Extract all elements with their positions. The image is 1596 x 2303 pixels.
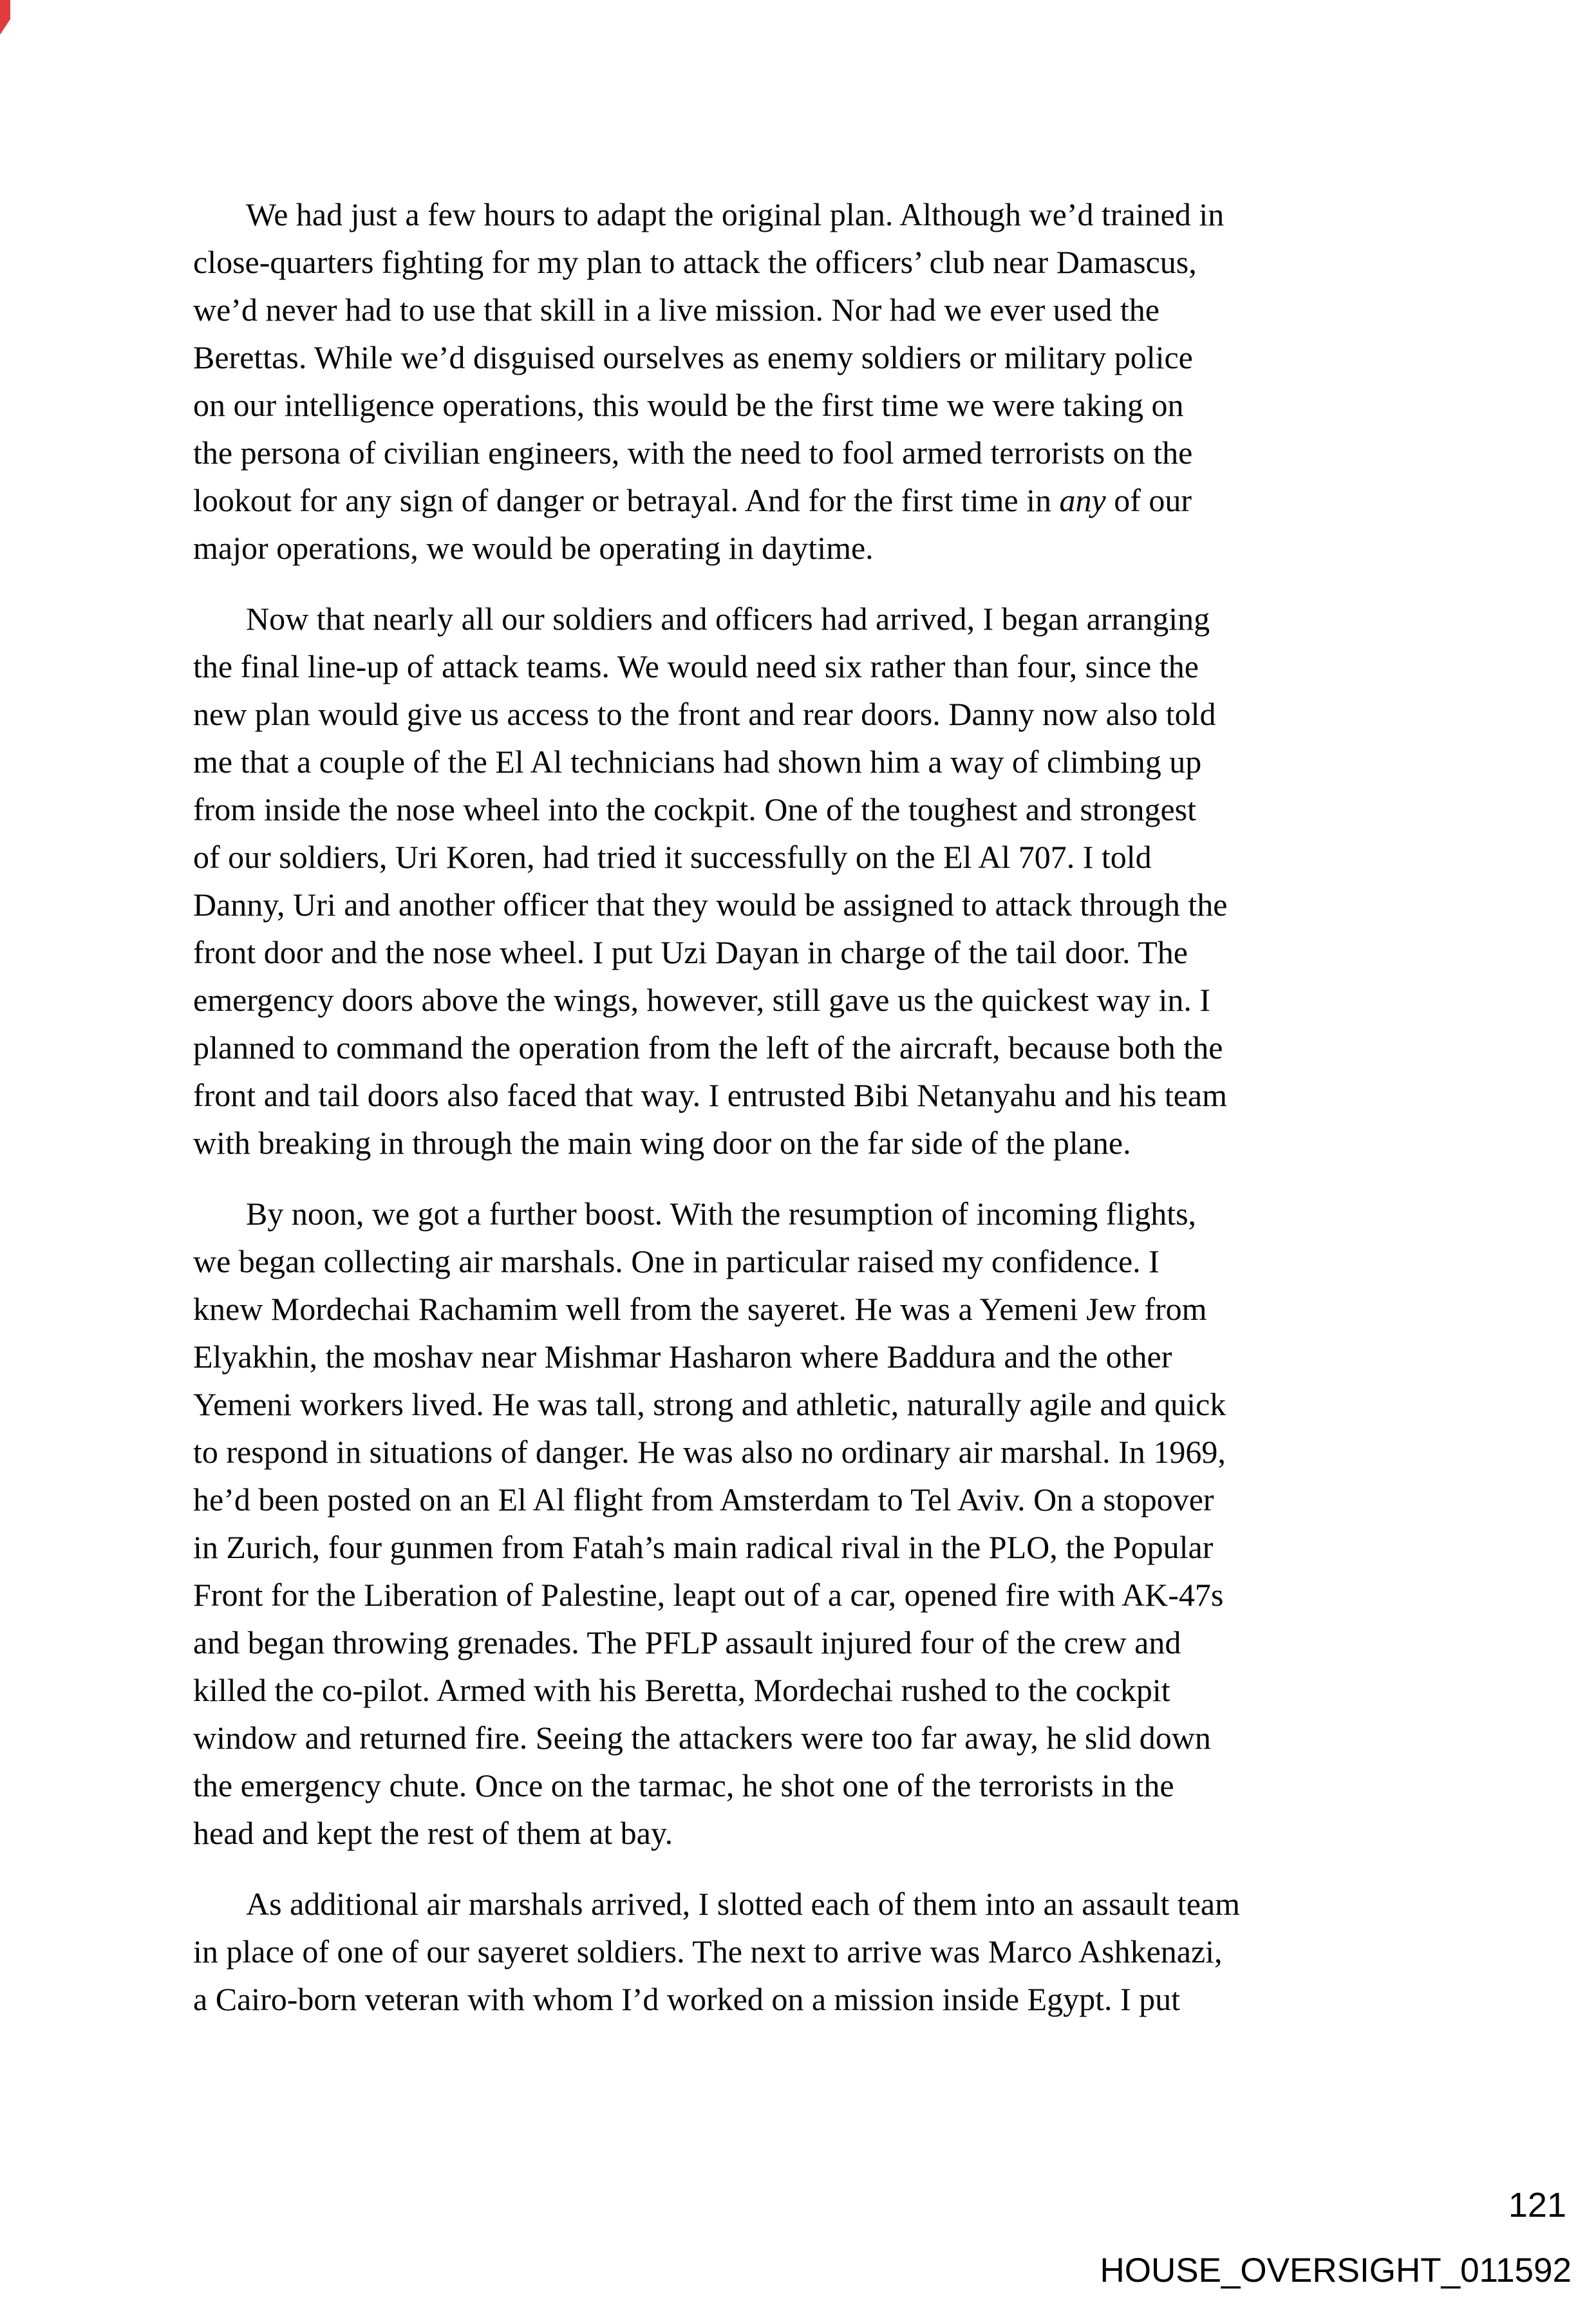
- page-body-text: [193, 191, 1442, 2046]
- paragraph: [193, 1880, 1442, 2023]
- text-line: head and kept the rest of them at bay.: [193, 1815, 673, 1851]
- text-line: the persona of civilian engineers, with the need to fool armed terrorists on the: [193, 435, 1193, 471]
- text-line: and began throwing grenades. The PFLP assault injured four of the crew and: [193, 1624, 1181, 1660]
- text-line: major operations, we would be operating in daytime.: [193, 530, 874, 566]
- text-line: window and returned fire. Seeing the attackers were too far away, he slid down: [193, 1720, 1211, 1756]
- text-line: Front for the Liberation of Palestine, leapt out of a car, opened fire with AK-47s: [193, 1577, 1224, 1613]
- text-line: on our intelligence operations, this would be the first time we were taking on: [193, 387, 1184, 423]
- scan-artifact-red-mark: [0, 0, 10, 35]
- text-line: As additional air marshals arrived, I slotted each of them into an assault team: [246, 1886, 1240, 1922]
- text-line: Danny, Uri and another officer that they would be assigned to attack through the: [193, 887, 1228, 923]
- text-line: with breaking in through the main wing door on the far side of the plane.: [193, 1125, 1131, 1161]
- text-line: of our soldiers, Uri Koren, had tried it successfully on the El Al 707. I told: [193, 839, 1152, 875]
- text-line: knew Mordechai Rachamim well from the sayeret. He was a Yemeni Jew from: [193, 1291, 1207, 1327]
- text-line: in place of one of our sayeret soldiers. The next to arrive was Marco Ashkenazi,: [193, 1933, 1223, 1969]
- text-line: front and tail doors also faced that way. I entrusted Bibi Netanyahu and his team: [193, 1077, 1228, 1113]
- text-line: Elyakhin, the moshav near Mishmar Hasharon where Baddura and the other: [193, 1339, 1172, 1375]
- text-line: Yemeni workers lived. He was tall, strong and athletic, naturally agile and quick: [193, 1386, 1226, 1422]
- text-line: We had just a few hours to adapt the original plan. Although we’d trained in: [246, 196, 1225, 232]
- text-line: we’d never had to use that skill in a live mission. Nor had we ever used the: [193, 292, 1160, 328]
- text-line: he’d been posted on an El Al flight from Amsterdam to Tel Aviv. On a stopover: [193, 1481, 1214, 1518]
- text-line: me that a couple of the El Al technicians had shown him a way of climbing up: [193, 744, 1202, 780]
- bates-stamp: HOUSE_OVERSIGHT_011592: [1100, 2251, 1572, 2289]
- text-line: emergency doors above the wings, however, still gave us the quickest way in. I: [193, 982, 1211, 1018]
- paragraph: [193, 191, 1442, 572]
- text-line: new plan would give us access to the front and rear doors. Danny now also told: [193, 696, 1216, 732]
- text-line: planned to command the operation from the left of the aircraft, because both the: [193, 1029, 1223, 1066]
- text-line: in Zurich, four gunmen from Fatah’s main radical rival in the PLO, the Popular: [193, 1529, 1214, 1565]
- text-line: Now that nearly all our soldiers and officers had arrived, I began arranging: [246, 601, 1210, 637]
- text-line: we began collecting air marshals. One in particular raised my confidence. I: [193, 1243, 1159, 1279]
- text-line: close-quarters fighting for my plan to attack the officers’ club near Damascus,: [193, 244, 1197, 280]
- text-line: the final line-up of attack teams. We would need six rather than four, since the: [193, 648, 1199, 684]
- text-line: front door and the nose wheel. I put Uzi Dayan in charge of the tail door. The: [193, 934, 1188, 970]
- text-line: from inside the nose wheel into the cockpit. One of the toughest and strongest: [193, 791, 1196, 827]
- text-line: Berettas. While we’d disguised ourselves as enemy soldiers or military police: [193, 339, 1193, 375]
- text-line: lookout for any sign of danger or betrayal. And for the first time in any of our: [193, 482, 1192, 518]
- paragraph: [193, 1190, 1442, 1857]
- page-number: 121: [1508, 2186, 1566, 2224]
- text-line: the emergency chute. Once on the tarmac, he shot one of the terrorists in the: [193, 1767, 1174, 1803]
- text-line: to respond in situations of danger. He was also no ordinary air marshal. In 1969,: [193, 1434, 1226, 1470]
- text-line: a Cairo-born veteran with whom I’d worked on a mission inside Egypt. I put: [193, 1981, 1181, 2017]
- text-line: killed the co-pilot. Armed with his Beretta, Mordechai rushed to the cockpit: [193, 1672, 1170, 1708]
- paragraph: [193, 595, 1442, 1167]
- text-line: By noon, we got a further boost. With the resumption of incoming flights,: [246, 1196, 1197, 1232]
